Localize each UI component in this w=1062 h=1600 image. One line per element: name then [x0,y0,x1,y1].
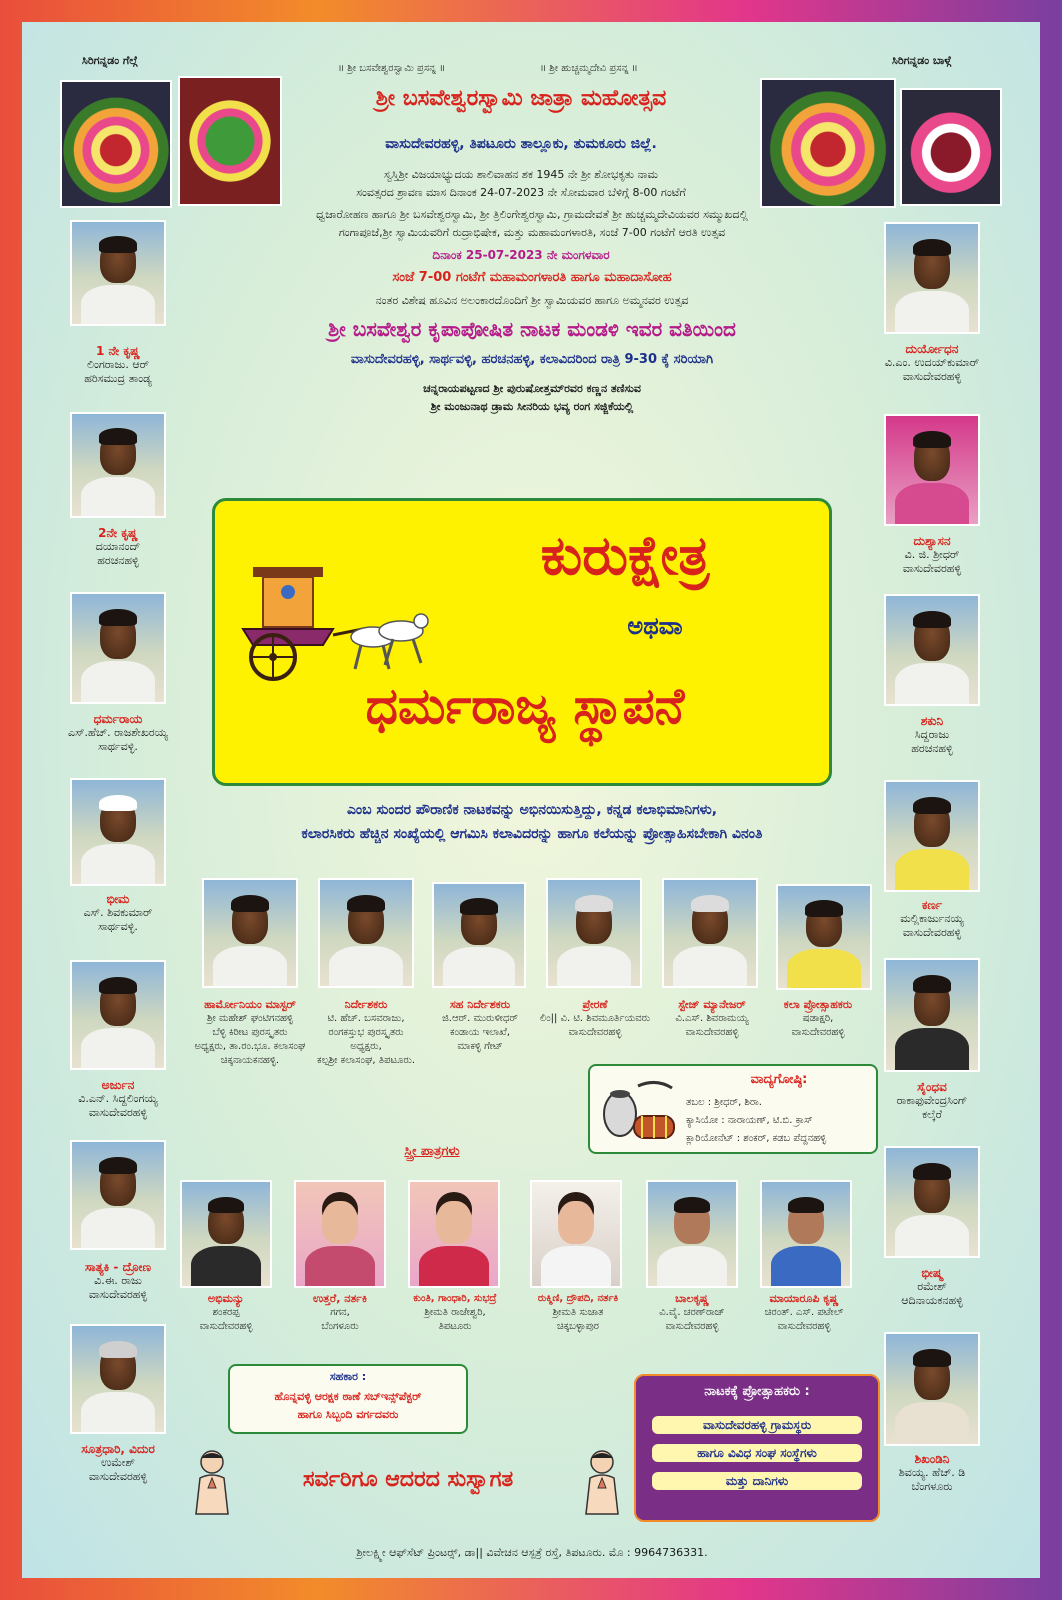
cast-place: ಹರಿಸಮುದ್ರ ತಾಂಡ್ಯ [84,372,152,385]
crew-photo [318,878,414,988]
cast-name: ಎಸ್. ಶಿವಕುಮಾರ್ [83,906,153,919]
cast-photo [70,1140,166,1250]
cast-name: ಎಸ್.ಹೆಚ್. ರಾಜಶೇಖರಯ್ಯ [68,726,168,739]
promoters-box [634,1374,880,1522]
female-cast-line: ಬೆಂಗಳೂರು [321,1321,359,1332]
music-title: ವಾದ್ಯಗೋಷ್ಠಿ: [750,1072,808,1087]
cast-photo [70,1324,166,1434]
cast-card-right [856,1080,1008,1122]
crew-line: ವಾಸುದೇವರಹಳ್ಳಿ [568,1027,622,1038]
crew-line: ಟಿ. ಹೆಚ್. ಬಸವರಾಜು, [327,1013,405,1024]
cast-name: ರಮೇಶ್ [917,1280,947,1293]
crew-card [304,998,428,1068]
female-cast-line: ವಾಸುದೇವರಹಳ್ಳಿ [665,1321,719,1332]
cast-place: ಹರಚನಹಳ್ಳಿ [97,554,139,567]
female-cast-role: ಕುಂತಿ, ಗಾಂಧಾರಿ, ಸುಭದ್ರೆ [413,1293,497,1304]
crew-line: ಲಿಂ|| ವಿ. ಟಿ. ಶಿವಮೂರ್ತಿಯವರು [539,1013,651,1024]
cast-card-right [856,534,1008,576]
crew-role: ಹಾರ್ಮೋನಿಯಂ ಮಾಸ್ಟರ್ [204,998,296,1011]
promoters-line-3: ಮತ್ತು ದಾನಿಗಳು [652,1472,862,1490]
cast-place: ಆದಿನಾಯಕನಹಳ್ಳಿ [901,1294,963,1307]
music-box [588,1064,878,1154]
cast-role: ಧರ್ಮರಾಯ [93,712,143,726]
support-line-2: ಹಾಗೂ ಸಿಬ್ಬಂದಿ ವರ್ಗದವರು [297,1408,399,1421]
crew-line: ಮಾಕಳ್ಳಿ ಗೇಟ್ [457,1041,503,1052]
namaste-figure-icon [578,1448,626,1518]
cast-place: ಸಾರ್ಥವಳ್ಳಿ. [98,740,138,753]
crew-line: ಜಿ.ಆರ್. ಮುರುಳೀಧರ್ [442,1013,518,1024]
invite-line-2: ಕಲಾರಸಿಕರು ಹೆಚ್ಚಿನ ಸಂಖ್ಯೆಯಲ್ಲಿ ಆಗಮಿಸಿ ಕಲಾವಿದರನ್ನು ಹಾಗೂ ಕಲೆಯನ್ನು ಪ್ರೋತ್ಸಾಹಿಸಬೇಕಾಗಿ ವಿನಂತಿ [301,826,763,842]
crew-photo [546,878,642,988]
cast-card-left [42,526,194,568]
crew-card [658,998,766,1040]
cast-place: ವಾಸುದೇವರಹಳ್ಳಿ [88,1470,148,1483]
crew-line: ಶ್ರೀ ಮಹೇಶ್ ಘಂಟಿಗನಹಳ್ಳಿ [206,1013,294,1024]
deity-photo-right-2 [900,88,1002,206]
deity-photo-left-2 [178,76,282,206]
female-cast-line: ವಿ.ವೈ. ಚರಣ್‌ರಾಜ್ [659,1307,725,1318]
cast-name: ಸಿದ್ದರಾಜು [914,728,950,741]
cast-place: ವಾಸುದೇವರಹಳ್ಳಿ [902,562,962,575]
cast-card-left [42,892,194,934]
cast-role: ಭೀಷ್ಮ [921,1266,943,1280]
promoters-title: ನಾಟಕಕ್ಕೆ ಪ್ರೋತ್ಸಾಹಕರು : [704,1384,810,1399]
crew-photo [202,878,298,988]
female-cast-photo [530,1180,622,1288]
second-day-date: ದಿನಾಂಕ 25-07-2023 ನೇ ಮಂಗಳವಾರ [432,248,610,262]
cast-photo [70,778,166,886]
female-roles-title: ಸ್ತ್ರೀ ಪಾತ್ರಗಳು [404,1144,460,1159]
crew-line: ವಾಸುದೇವರಹಳ್ಳಿ [791,1027,845,1038]
support-title: ಸಹಕಾರ : [329,1370,367,1383]
cast-place: ವಾಸುದೇವರಹಳ್ಳಿ [902,370,962,383]
cast-name: ವಿ.ಎನ್. ಸಿದ್ದಲಿಂಗಯ್ಯ [78,1092,158,1105]
female-cast-line: ಶಂಕರಪ್ಪ [212,1307,240,1318]
festival-place: ವಾಸುದೇವರಹಳ್ಳಿ, ತಿಪಟೂರು ತಾಲ್ಲೂಕು, ತುಮಕೂರು ಜಿಲ್ಲೆ. [385,136,657,152]
crew-line: ರಂಗಕಸ್ತುಭ ಪುರಸ್ಕೃತರು [328,1027,404,1038]
cast-role: ಶಿಖಂಡಿನಿ [914,1452,950,1466]
cast-card-right [856,714,1008,756]
female-cast-line: ಚಿಕ್ಕಬಳ್ಳಾಪುರ [557,1321,599,1332]
crew-line: ಷಡಾಕ್ಷರಿ, [802,1013,834,1024]
cast-card-left [42,1442,194,1484]
header-line-9: ಶ್ರೀ ಮಂಜುನಾಥ ಡ್ರಾಮ ಸೀನರಿಯ ಭವ್ಯ ರಂಗ ಸಜ್ಜಿಕೆಯಲ್ಲಿ [430,400,634,413]
female-cast-photo [408,1180,500,1288]
crew-line: ಬೆಳ್ಳಿ ಕಿರೀಟ ಪುರಸ್ಕೃತರು [212,1027,288,1038]
troupe-name: ಶ್ರೀ ಬಸವೇಶ್ವರ ಕೃಪಾಪೋಷಿತ ನಾಟಕ ಮಂಡಳಿ ಇವರ ವತಿಯಿಂದ [328,317,736,341]
female-cast-photo [180,1180,272,1288]
music-line: ತಬಲ : ಶ್ರೀಧರ್, ಶಿರಾ. [686,1097,762,1108]
crew-line: ಕಲ್ಪಶ್ರೀ ಕಲಾಸಂಘ, ತಿಪಟೂರು. [316,1055,416,1066]
play-title-box [212,498,832,786]
cast-card-left [42,1078,194,1120]
support-line-1: ಹೊನ್ನವಳ್ಳಿ ಆರಕ್ಷಕ ಠಾಣೆ ಸಬ್‌ಇನ್ಸ್‌ಪೆಕ್ಟರ್ [274,1390,422,1403]
promoters-line-1: ವಾಸುದೇವರಹಳ್ಳಿ ಗ್ರಾಮಸ್ಥರು [652,1416,862,1434]
cast-name: ವಿ. ಜಿ. ಶ್ರೀಧರ್ [904,548,960,561]
header-line-1: ಸ್ವಸ್ತಿಶ್ರೀ ವಿಜಯಾಭ್ಯುದಯ ಶಾಲಿವಾಹನ ಶಕ 1945 ನೇ ಶ್ರೀ ಶೋಭಕೃತು ನಾಮ [384,168,658,181]
header-line-4: ಗಂಗಾಪೂಜೆ,ಶ್ರೀ ಸ್ವಾಮಿಯವರಿಗೆ ರುದ್ರಾಭಿಷೇಕ, ಮತ್ತು ಮಹಾಮಂಗಳಾರತಿ, ಸಂಜೆ 7-00 ಗಂಟೆಗೆ ಆರತಿ ಉತ್ಸವ [338,226,726,239]
tabla-drum-icon [598,1076,676,1146]
female-cast-role: ಅಭಿಮನ್ಯು [207,1292,245,1305]
crew-line: ಕಂಡಾಯ ಇಲಾಖೆ, [449,1027,511,1038]
deity-photo-left-1 [60,80,172,208]
female-cast-photo [760,1180,852,1288]
crew-line: ಅಧ್ಯಕ್ಷರು, [350,1041,382,1052]
festival-title: ಶ್ರೀ ಬಸವೇಶ್ವರಸ್ವಾಮಿ ಜಾತ್ರಾ ಮಹೋತ್ಸವ [375,86,667,111]
female-cast-card [636,1292,748,1334]
cast-photo [70,960,166,1070]
blessing-basaveshwara: ॥ ಶ್ರೀ ಬಸವೇಶ್ವರಸ್ವಾಮಿ ಪ್ರಸನ್ನ ॥ [338,63,446,74]
female-cast-line: ವಾಸುದೇವರಹಳ್ಳಿ [199,1321,253,1332]
cast-photo [884,780,980,892]
cast-photo [70,592,166,704]
cast-card-right [856,1266,1008,1308]
crew-photo [432,882,526,988]
play-title-main: ಕುರುಕ್ಷೇತ್ರ [540,524,710,587]
cast-name: ವಿ.ಎಂ. ಉದಯ್‌ಕುಮಾರ್ [884,356,980,369]
cast-photo [70,412,166,518]
header-line-2: ಸಂವತ್ಸರದ ಶ್ರಾವಣ ಮಾಸ ದಿನಾಂಕ 24-07-2023 ನೇ ಸೋಮವಾರ ಬೆಳಿಗ್ಗೆ 8-00 ಗಂಟೆಗೆ [356,186,686,199]
cast-place: ವಾಸುದೇವರಹಳ್ಳಿ [88,1106,148,1119]
cast-role: ಸಾತ್ಯಕಿ - ದ್ರೋಣ [85,1260,151,1274]
header-line-5: ಸಂಜೆ 7-00 ಗಂಟೆಗೆ ಮಹಾಮಂಗಳಾರತಿ ಹಾಗೂ ಮಹಾದಾಸೋಹ [392,270,672,285]
cast-place: ವಾಸುದೇವರಹಳ್ಳಿ [902,926,962,939]
play-title-or: ಅಥವಾ [627,612,683,640]
female-cast-line: ಶ್ರೀಮತಿ ಸುಜಾತ [552,1307,604,1318]
cast-name: ಶಿವಯ್ಯ. ಹೆಚ್. ಡಿ [898,1466,966,1479]
namaste-figure-icon [188,1448,236,1518]
crew-role: ಸ್ಟೇಜ್ ಮ್ಯಾನೇಜರ್ [678,998,746,1011]
crew-line: ಅಧ್ಯಕ್ಷರು, ತಾ.ರಂ.ಭೂ. ಕಲಾಸಂಘ [194,1041,306,1052]
cast-photo [884,1332,980,1446]
crew-role: ಕಲಾ ಪ್ರೋತ್ಸಾಹಕರು [783,998,853,1011]
female-cast-line: ಚಿರಂತ್. ಎಸ್. ಪಟೇಲ್ [764,1307,844,1318]
crew-photo [662,878,758,988]
header-line-7: ವಾಸುದೇವರಹಳ್ಳಿ, ಸಾರ್ಥವಳ್ಳಿ, ಹರಚನಹಳ್ಳಿ, ಕಲಾವಿದರಿಂದ ರಾತ್ರಿ 9-30 ಕ್ಕೆ ಸರಿಯಾಗಿ [350,352,714,367]
cast-card-right [856,898,1008,940]
cast-card-left [42,712,194,754]
female-cast-line: ವಾಸುದೇವರಹಳ್ಳಿ [777,1321,831,1332]
cast-name: ಲಿಂಗರಾಜು. ಆರ್ [86,358,150,371]
cast-photo [884,1146,980,1258]
crew-card [532,998,658,1040]
female-cast-role: ರುಕ್ಮಿಣಿ, ದ್ರೌಪದಿ, ನರ್ತಕಿ [537,1293,619,1304]
music-line: ಕ್ಯಾಸಿಯೋ : ನಾರಾಯಣ್, ಟಿ.ಬಿ. ಕ್ರಾಸ್ [686,1115,813,1126]
cast-role: ಅರ್ಜುನ [101,1078,135,1092]
cast-photo [884,414,980,526]
poster-background [22,22,1040,1578]
cast-role: ದುಶ್ಯಾಸನ [913,534,951,548]
female-cast-line: ಶ್ರೀಮತಿ ರಾಜೇಶ್ವರಿ, [424,1307,486,1318]
female-cast-photo [294,1180,386,1288]
cast-role: ಕರ್ಣ [921,898,943,912]
crew-role: ಸಹ ನಿರ್ದೇಶಕರು [449,998,511,1011]
cast-place: ಹರಚನಹಳ್ಳಿ [911,742,953,755]
music-line: ಕ್ಲಾರಿಯೋನೆಟ್ : ಶಂಕರ್, ಕಡಬ ಪೆದ್ದನಹಳ್ಳಿ [686,1133,827,1144]
header-line-8: ಚನ್ನರಾಯಪಟ್ಟಣದ ಶ್ರೀ ಪುರುಷೋತ್ತಮ್‌ರವರ ಕಣ್ಣನ ತಣಿಸುವ [423,382,641,395]
cast-card-left [42,344,194,386]
cast-photo [884,594,980,706]
female-cast-photo [646,1180,738,1288]
cast-place: ಬೆಂಗಳೂರು [911,1480,953,1493]
welcome-message: ಸರ್ವರಿಗೂ ಆದರದ ಸುಸ್ವಾಗತ [302,1467,514,1492]
deity-photo-right-1 [760,78,896,208]
cast-place: ಕಲ್ಕೆರೆ [922,1108,942,1121]
cast-photo [884,222,980,334]
cast-name: ವಿ.ಈ. ರಾಜು [94,1274,142,1287]
female-cast-card [288,1292,392,1334]
header-line-3: ಧ್ವಜಾರೋಹಣ ಹಾಗೂ ಶ್ರೀ ಬಸವೇಶ್ವರಸ್ವಾಮಿ, ಶ್ರೀ ತ್ರಿಲಿಂಗೇಶ್ವರಸ್ವಾಮಿ, ಗ್ರಾಮದೇವತೆ ಶ್ರೀ ಹುಚ್ಚಮ್ಮದೇವಿಯವರ ಸಮ್ಮುಖದಲ್ಲಿ [316,208,748,221]
top-left-label: ಸಿರಿಗನ್ನಡಂ ಗೆಲ್ಗೆ [82,54,138,67]
female-cast-role: ಉತ್ತರೆ, ನರ್ತಕಿ [312,1292,367,1305]
female-cast-role: ಮಾಯಾರೂಪಿ ಕೃಷ್ಣ [769,1292,839,1305]
cast-role: 2ನೇ ಕೃಷ್ಣ [98,526,138,540]
cast-place: ಸಾರ್ಥವಳ್ಳಿ. [98,920,138,933]
cast-role: ಶಕುನಿ [920,714,944,728]
cast-role: 1 ನೇ ಕೃಷ್ಣ [96,344,140,358]
top-right-label: ಸಿರಿಗನ್ನಡಂ ಬಾಳ್ಗೆ [892,54,952,67]
crew-role: ನಿರ್ದೇಶಕರು [344,998,388,1011]
female-cast-card [748,1292,860,1334]
cast-photo [70,220,166,326]
support-box [228,1364,468,1434]
female-cast-card [392,1292,518,1334]
play-title-alt: ಧರ್ಮರಾಜ್ಯ ಸ್ಥಾಪನೆ [365,677,685,735]
cast-card-right [856,342,1008,384]
crew-role: ಪ್ರೇರಣೆ [582,998,608,1011]
cast-role: ದುರ್ಯೋಧನ [905,342,959,356]
blessing-huchchamma: ॥ ಶ್ರೀ ಹುಚ್ಚಮ್ಮದೇವಿ ಪ್ರಸನ್ನ ॥ [540,63,638,74]
cast-place: ವಾಸುದೇವರಹಳ್ಳಿ [88,1288,148,1301]
invite-line-1: ಎಂಬ ಸುಂದರ ಪೌರಾಣಿಕ ನಾಟಕವನ್ನು ಅಭಿನಯಿಸುತ್ತಿದ್ದು, ಕನ್ನಡ ಕಲಾಭಿಮಾನಿಗಳು, [346,802,718,818]
female-cast-line: ಗಗನ, [330,1307,350,1318]
cast-name: ರಾಕಾಫುವೇಂದ್ರಸಿಂಗ್ [896,1094,968,1107]
crew-photo [776,884,872,990]
chariot-illustration [233,547,433,687]
cast-photo [884,958,980,1072]
crew-line: ಚಿಕ್ಕನಾಯಕನಹಳ್ಳಿ. [220,1055,280,1066]
crew-card [768,998,868,1040]
cast-name: ಮಲ್ಲಿಕಾರ್ಜುನಯ್ಯ [900,912,964,925]
printer-footer: ಶ್ರೀಲಕ್ಷ್ಮೀ ಆಫ್‌ಸೆಟ್ ಪ್ರಿಂಟರ್‍ಸ್, ಡಾ|| ವಿವೇಚನ ಆಸ್ಪತ್ರೆ ರಸ್ತೆ, ತಿಪಟೂರು. ಮೊ : 9964736331. [356,1546,708,1559]
cast-role: ಸೂತ್ರಧಾರಿ, ವಿದುರ [81,1442,155,1456]
header-line-6: ನಂತರ ವಿಶೇಷ ಹೂವಿನ ಅಲಂಕಾರದೊಂದಿಗೆ ಶ್ರೀ ಸ್ವಾಮಿಯವರ ಹಾಗೂ ಅಮ್ಮನವರ ಉತ್ಸವ [375,294,689,307]
cast-role: ಸೈಂಧವ [917,1080,947,1094]
crew-line: ವಿ.ಎಸ್. ಶಿವರಾಮಯ್ಯ [675,1013,749,1024]
female-cast-line: ತಿಪಟೂರು [438,1321,472,1332]
female-cast-card [166,1292,286,1334]
cast-name: ದಯಾನಂದ್ [95,540,141,553]
crew-card [430,998,530,1054]
crew-line: ವಾಸುದೇವರಹಳ್ಳಿ [685,1027,739,1038]
cast-name: ಉಮೇಶ್ [101,1456,135,1469]
female-cast-role: ಬಾಲಕೃಷ್ಣ [675,1292,709,1305]
cast-role: ಭೀಮ [106,892,130,906]
promoters-line-2: ಹಾಗೂ ವಿವಿಧ ಸಂಘ ಸಂಸ್ಥೆಗಳು [652,1444,862,1462]
female-cast-card [518,1292,638,1334]
